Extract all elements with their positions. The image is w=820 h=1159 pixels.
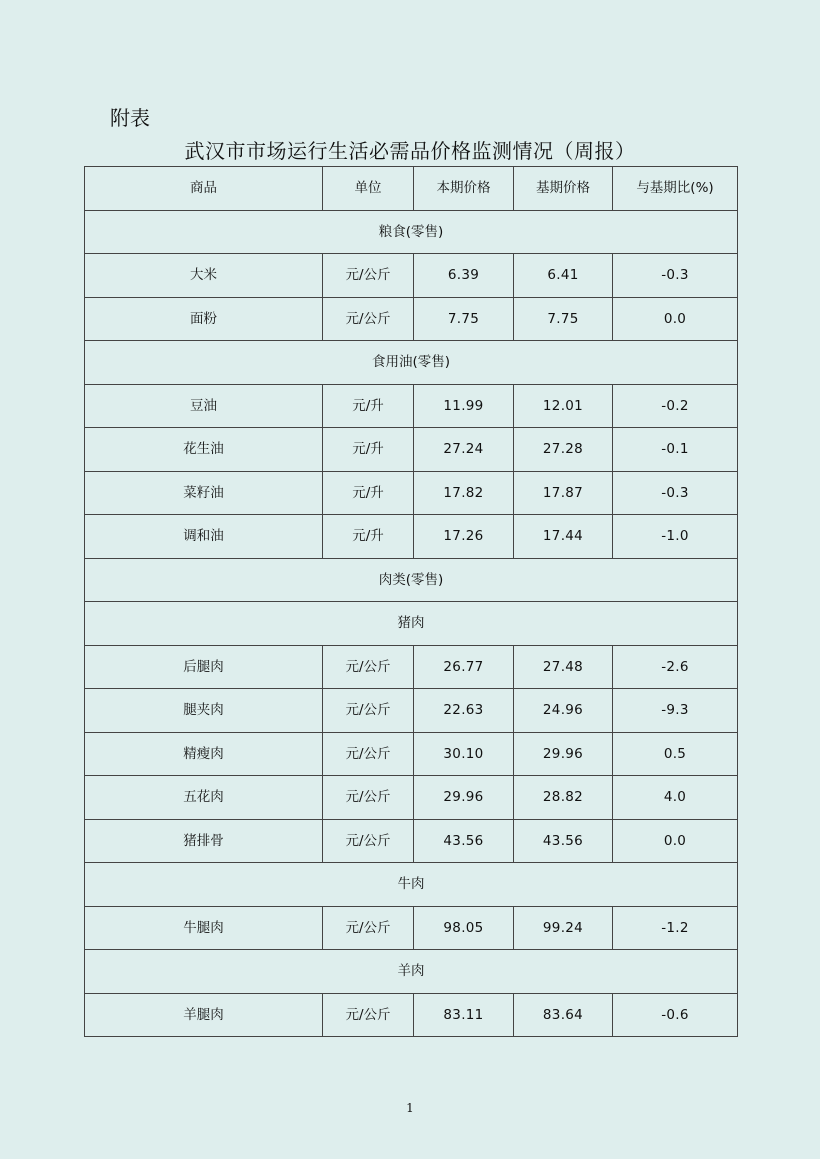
commodity-cell: 花生油	[85, 428, 323, 472]
current-price-cell: 17.26	[414, 515, 514, 559]
table-row	[85, 384, 738, 428]
current-price-cell: 43.56	[414, 819, 514, 863]
change-percent-cell: -2.6	[613, 645, 738, 689]
price-monitoring-table	[84, 166, 738, 1037]
table-row	[85, 732, 738, 776]
unit-cell: 元/升	[323, 428, 414, 472]
current-price-cell: 17.82	[414, 471, 514, 515]
section-heading: 粮食(零售)	[85, 210, 738, 254]
subsection-heading: 羊肉	[85, 950, 738, 994]
section-row-grain	[85, 210, 738, 254]
table-header-row	[85, 167, 738, 211]
commodity-cell: 调和油	[85, 515, 323, 559]
commodity-cell: 羊腿肉	[85, 993, 323, 1037]
unit-cell: 元/公斤	[323, 776, 414, 820]
base-price-cell: 12.01	[514, 384, 613, 428]
column-header-commodity: 商品	[85, 167, 323, 211]
change-percent-cell: -0.1	[613, 428, 738, 472]
table-row	[85, 689, 738, 733]
base-price-cell: 6.41	[514, 254, 613, 298]
unit-cell: 元/公斤	[323, 993, 414, 1037]
table-row	[85, 819, 738, 863]
table-row	[85, 515, 738, 559]
base-price-cell: 17.87	[514, 471, 613, 515]
commodity-cell: 五花肉	[85, 776, 323, 820]
current-price-cell: 83.11	[414, 993, 514, 1037]
change-percent-cell: -0.3	[613, 471, 738, 515]
current-price-cell: 22.63	[414, 689, 514, 733]
unit-cell: 元/公斤	[323, 254, 414, 298]
base-price-cell: 43.56	[514, 819, 613, 863]
change-percent-cell: -0.2	[613, 384, 738, 428]
base-price-cell: 7.75	[514, 297, 613, 341]
change-percent-cell: -0.6	[613, 993, 738, 1037]
column-header-unit: 单位	[323, 167, 414, 211]
unit-cell: 元/公斤	[323, 645, 414, 689]
page-number: 1	[406, 1101, 414, 1115]
table-row	[85, 906, 738, 950]
column-header-base-price: 基期价格	[514, 167, 613, 211]
column-header-current-price: 本期价格	[414, 167, 514, 211]
base-price-cell: 28.82	[514, 776, 613, 820]
section-heading: 食用油(零售)	[85, 341, 738, 385]
commodity-cell: 菜籽油	[85, 471, 323, 515]
table-row	[85, 254, 738, 298]
unit-cell: 元/公斤	[323, 819, 414, 863]
unit-cell: 元/公斤	[323, 732, 414, 776]
change-percent-cell: 0.0	[613, 819, 738, 863]
base-price-cell: 83.64	[514, 993, 613, 1037]
base-price-cell: 17.44	[514, 515, 613, 559]
appendix-label: 附表	[110, 106, 150, 130]
document-title: 武汉市市场运行生活必需品价格监测情况（周报）	[184, 139, 636, 163]
unit-cell: 元/公斤	[323, 689, 414, 733]
base-price-cell: 29.96	[514, 732, 613, 776]
subsection-heading: 牛肉	[85, 863, 738, 907]
subsection-row-mutton	[85, 950, 738, 994]
section-row-oil	[85, 341, 738, 385]
unit-cell: 元/公斤	[323, 906, 414, 950]
change-percent-cell: 0.0	[613, 297, 738, 341]
base-price-cell: 99.24	[514, 906, 613, 950]
subsection-row-beef	[85, 863, 738, 907]
unit-cell: 元/公斤	[323, 297, 414, 341]
subsection-heading: 猪肉	[85, 602, 738, 646]
table-row	[85, 297, 738, 341]
change-percent-cell: 4.0	[613, 776, 738, 820]
section-row-meat	[85, 558, 738, 602]
unit-cell: 元/升	[323, 471, 414, 515]
change-percent-cell: -9.3	[613, 689, 738, 733]
commodity-cell: 精瘦肉	[85, 732, 323, 776]
table-row	[85, 645, 738, 689]
base-price-cell: 27.48	[514, 645, 613, 689]
section-heading: 肉类(零售)	[85, 558, 738, 602]
unit-cell: 元/升	[323, 515, 414, 559]
commodity-cell: 猪排骨	[85, 819, 323, 863]
change-percent-cell: -1.2	[613, 906, 738, 950]
commodity-cell: 大米	[85, 254, 323, 298]
base-price-cell: 27.28	[514, 428, 613, 472]
commodity-cell: 后腿肉	[85, 645, 323, 689]
base-price-cell: 24.96	[514, 689, 613, 733]
current-price-cell: 30.10	[414, 732, 514, 776]
table-row	[85, 428, 738, 472]
current-price-cell: 98.05	[414, 906, 514, 950]
commodity-cell: 牛腿肉	[85, 906, 323, 950]
current-price-cell: 26.77	[414, 645, 514, 689]
change-percent-cell: 0.5	[613, 732, 738, 776]
table-row	[85, 993, 738, 1037]
change-percent-cell: -0.3	[613, 254, 738, 298]
table-row	[85, 471, 738, 515]
change-percent-cell: -1.0	[613, 515, 738, 559]
current-price-cell: 29.96	[414, 776, 514, 820]
commodity-cell: 腿夹肉	[85, 689, 323, 733]
commodity-cell: 面粉	[85, 297, 323, 341]
table-row	[85, 776, 738, 820]
commodity-cell: 豆油	[85, 384, 323, 428]
current-price-cell: 11.99	[414, 384, 514, 428]
current-price-cell: 7.75	[414, 297, 514, 341]
current-price-cell: 6.39	[414, 254, 514, 298]
current-price-cell: 27.24	[414, 428, 514, 472]
column-header-change-percent: 与基期比(%)	[613, 167, 738, 211]
unit-cell: 元/升	[323, 384, 414, 428]
subsection-row-pork	[85, 602, 738, 646]
